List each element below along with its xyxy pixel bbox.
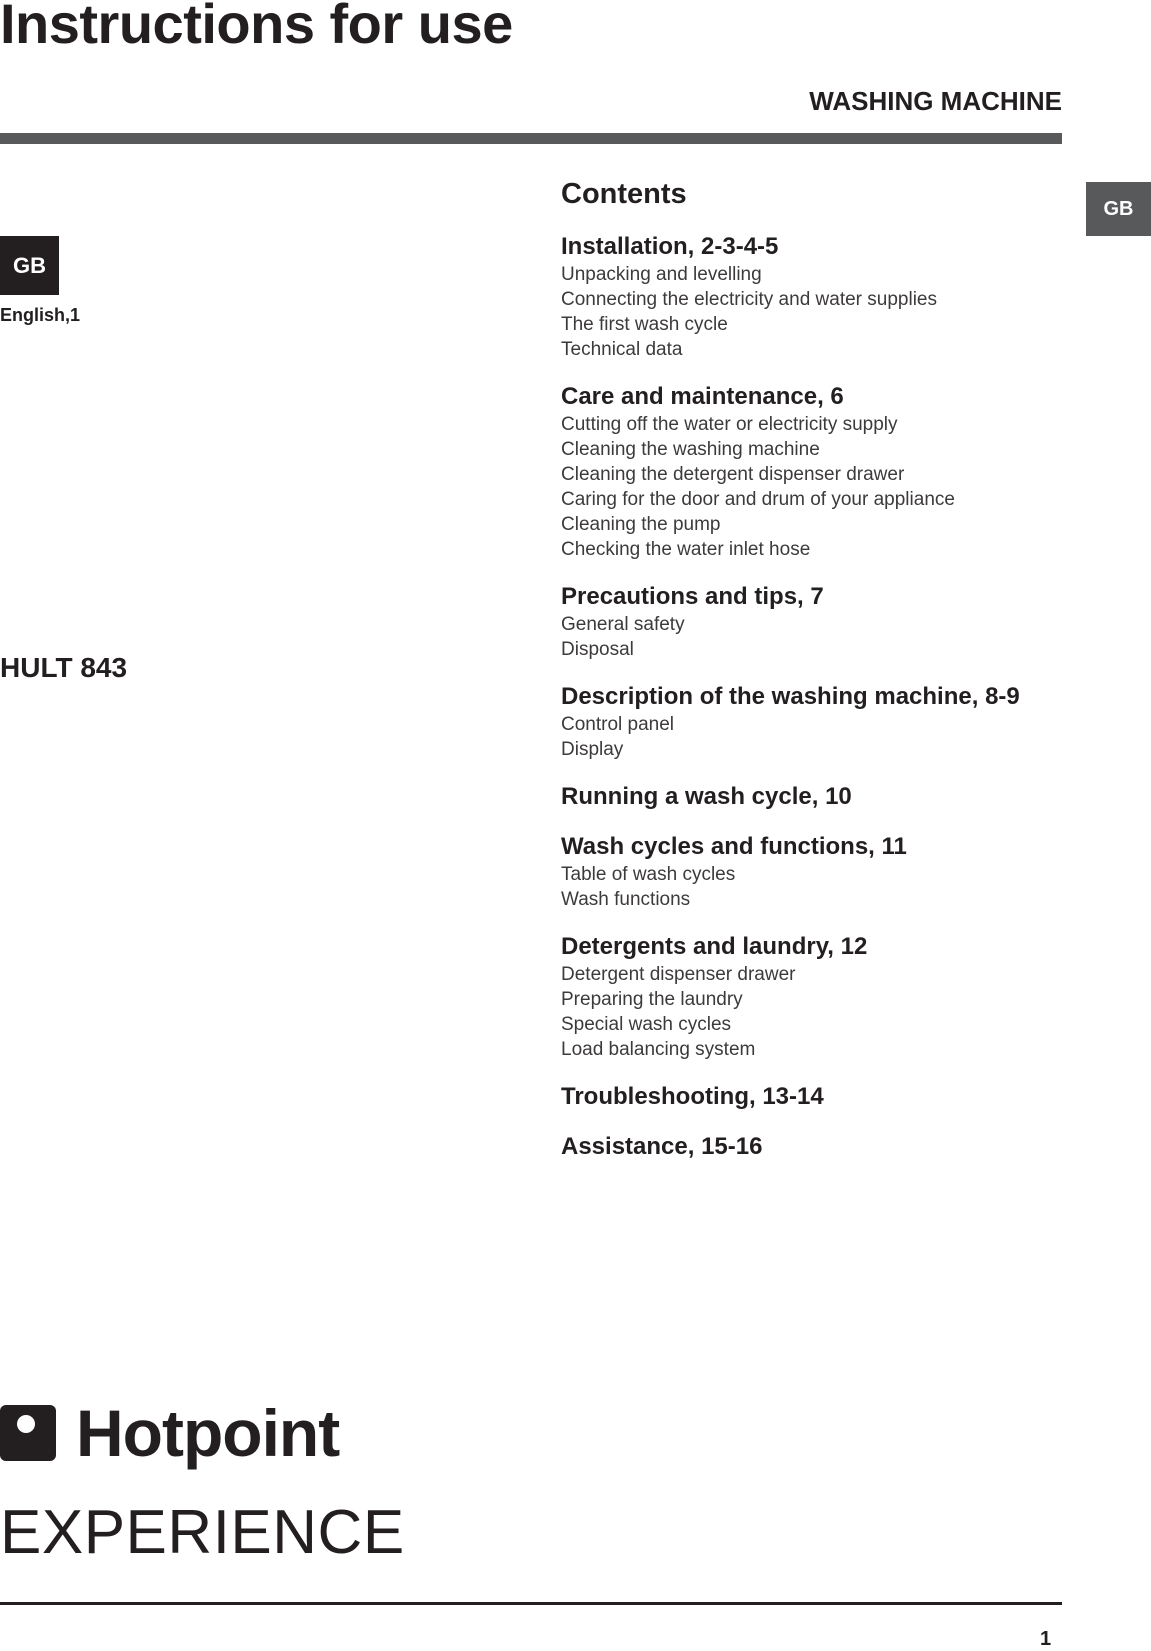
section-title: Wash cycles and functions, 11 <box>561 833 907 860</box>
section-item: Cutting off the water or electricity supply <box>561 414 898 435</box>
section-item: Unpacking and levelling <box>561 264 762 285</box>
contents-section <box>561 1082 1081 1112</box>
section-item: Detergent dispenser drawer <box>561 964 796 985</box>
brand-tagline: EXPERIENCE <box>0 1498 405 1567</box>
section-item: The first wash cycle <box>561 314 728 335</box>
section-item: Control panel <box>561 714 675 735</box>
contents-section <box>561 832 1081 912</box>
document-title: Instructions for use <box>0 0 513 55</box>
page-number: 1 <box>1040 1628 1052 1650</box>
section-title: Troubleshooting, 13-14 <box>561 1083 824 1110</box>
contents-sections <box>561 232 1081 1162</box>
section-item: Load balancing system <box>561 1039 756 1060</box>
section-title: Detergents and laundry, 12 <box>561 933 868 960</box>
section-item: Connecting the electricity and water supplies <box>561 289 937 310</box>
brand-logo <box>0 1398 339 1468</box>
document-subtitle: WASHING MACHINE <box>809 86 1062 116</box>
section-item: Cleaning the pump <box>561 514 721 535</box>
language-side-tab: GB <box>1086 182 1151 236</box>
section-title: Running a wash cycle, 10 <box>561 783 852 810</box>
section-item: Technical data <box>561 339 683 360</box>
section-item: Preparing the laundry <box>561 989 743 1010</box>
contents-section <box>561 582 1081 662</box>
model-number: HULT 843 <box>0 652 128 683</box>
section-title: Description of the washing machine, 8-9 <box>561 683 1020 710</box>
section-item: Special wash cycles <box>561 1014 732 1035</box>
section-item: Cleaning the washing machine <box>561 439 820 460</box>
section-title: Installation, 2-3-4-5 <box>561 233 779 260</box>
header-rule <box>0 133 1062 144</box>
section-item: Wash functions <box>561 889 691 910</box>
section-item: Cleaning the detergent dispenser drawer <box>561 464 905 485</box>
section-item: Checking the water inlet hose <box>561 539 811 560</box>
section-item: General safety <box>561 614 685 635</box>
contents-heading: Contents <box>561 178 687 210</box>
section-item: Caring for the door and drum of your appliance <box>561 489 955 510</box>
language-badge: GB <box>0 236 59 295</box>
section-title: Care and maintenance, 6 <box>561 383 844 410</box>
contents-section <box>561 232 1081 362</box>
contents-section <box>561 932 1081 1062</box>
contents-section <box>561 682 1081 762</box>
section-item: Disposal <box>561 639 634 660</box>
section-title: Precautions and tips, 7 <box>561 583 824 610</box>
section-item: Display <box>561 739 624 760</box>
footer-rule <box>0 1602 1062 1605</box>
contents-section <box>561 782 1081 812</box>
section-title: Assistance, 15-16 <box>561 1133 763 1160</box>
brand-mark-icon <box>0 1405 56 1461</box>
contents-section <box>561 1132 1081 1162</box>
language-label: English,1 <box>0 305 81 325</box>
table-of-contents <box>561 176 1081 1182</box>
brand-name: Hotpoint <box>76 1396 340 1470</box>
section-item: Table of wash cycles <box>561 864 736 885</box>
contents-section <box>561 382 1081 562</box>
